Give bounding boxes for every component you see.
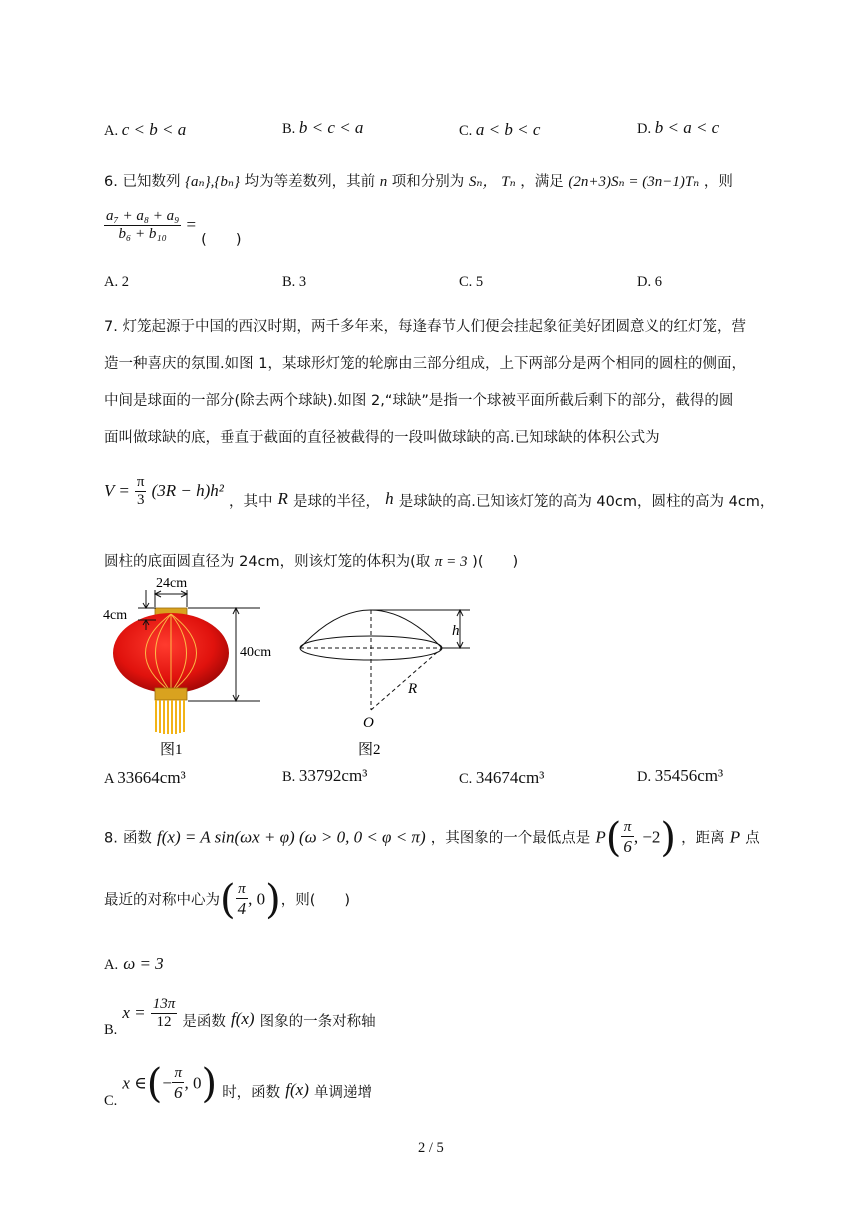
q6-fraction-denominator: b₆ + b₁₀ <box>118 226 167 242</box>
q8-text3: ，距离 <box>681 830 725 847</box>
q8-stem-line2: 最近的对称中心为( $\frac{\pi}{4}$ , 0)，则( ) <box>104 877 351 923</box>
q8-stem-line1: 8. 函数 f(x) = A sin(ωx + φ) (ω > 0, 0 < φ < π) ，其图象的一个最低点是 P( $\frac{\pi}{6}$ , −2) ，距离 P 点 <box>104 815 760 861</box>
q8-P-fraction-num: π <box>621 819 634 837</box>
q6-text2: 均为等差数列，其前 <box>244 174 376 190</box>
q7-option-c-value: 34674cm³ <box>475 768 545 787</box>
q8-text6: ，则( ) <box>280 892 351 909</box>
figure2-caption: 图2 <box>358 742 381 758</box>
lantern-cylinder-height-label: 4cm <box>103 608 128 623</box>
lantern-bottom-cap <box>155 688 187 700</box>
q8-center-fraction <box>236 881 249 919</box>
q7-formula-fraction <box>135 474 147 509</box>
q6-option-b: B. 3 <box>282 274 307 290</box>
lantern-tassel <box>156 700 184 734</box>
q8-center-fraction-den: 4 <box>237 899 247 918</box>
q7-option-b <box>282 766 367 786</box>
q7-text6b: )( ) <box>472 554 519 570</box>
q6-option-d: D. 6 <box>637 274 662 290</box>
cap-h-label: h <box>452 623 460 639</box>
q7-option-a <box>104 768 186 788</box>
q8-option-c-text1: 时，函数 <box>222 1084 281 1101</box>
q8-option-c-text2: 单调递增 <box>313 1084 372 1101</box>
lantern-height-label: 40cm <box>240 645 272 660</box>
q8-center-rest: , 0 <box>248 889 266 909</box>
q6-text1: 已知数列 <box>122 174 181 190</box>
q8-option-c-x: x ∈ <box>122 1073 147 1093</box>
cap-dome <box>300 610 442 648</box>
q5-option-a-label: A. <box>104 123 119 139</box>
q8-text1: 函数 <box>122 830 152 847</box>
q8-option-c-fx: f(x) <box>285 1079 309 1099</box>
q8-text5: 最近的对称中心为 <box>104 892 220 909</box>
q5-option-d <box>637 118 719 138</box>
q8-option-b-den: 12 <box>156 1014 172 1030</box>
q8-option-b-text1: 是函数 <box>182 1014 226 1030</box>
q6-n: n <box>379 174 388 190</box>
q8-number: 8. <box>104 830 118 847</box>
q6-fraction <box>104 208 181 243</box>
q6-text4: ，满足 <box>520 174 564 190</box>
q7-text6a: 圆柱的底面圆直径为 24cm，则该灯笼的体积为(取 <box>104 554 431 570</box>
q8-function: f(x) = A sin(ωx + φ) (ω > 0, 0 < φ < π) <box>157 827 426 847</box>
q5-option-d-expr: b < a < c <box>654 118 720 137</box>
q6-fraction-numerator: a₇ + a₈ + a₉ <box>106 208 180 224</box>
page-number: 2 / 5 <box>418 1140 444 1156</box>
cap-O-label: O <box>363 715 374 731</box>
q7-R: R <box>277 489 288 508</box>
q7-line4: 面叫做球缺的底，垂直于截面的直径被截得的一段叫做球缺的高.已知球缺的体积公式为 <box>104 430 660 446</box>
q7-line6 <box>104 550 518 571</box>
q7-formula-lhs: V = <box>104 481 130 500</box>
q6-text5: ，则 <box>703 174 733 190</box>
q6-equals: = <box>186 215 197 234</box>
q8-P-rest: , −2 <box>633 827 661 847</box>
q6-option-c: C. 5 <box>459 274 484 290</box>
q7-formula-denominator: 3 <box>136 492 145 508</box>
q8-option-b-text2: 图象的一条对称轴 <box>259 1014 376 1030</box>
q7-formula-numerator: π <box>136 474 145 490</box>
q8-option-c-num: π <box>172 1065 185 1083</box>
q7-formula-line <box>104 474 774 509</box>
q8-option-b-fx: f(x) <box>230 1009 255 1028</box>
q5-option-b-expr: b < c < a <box>298 118 364 137</box>
q6-stem-line1 <box>104 170 733 191</box>
q7-figure1-lantern <box>100 570 290 770</box>
q8-option-b-num: 13π <box>152 996 176 1012</box>
q8-option-c: C. x ∈(− $\frac{\pi}{6}$ , 0) 时，函数 f(x) 单调递增 <box>104 1061 372 1109</box>
q8-point-P: P <box>595 827 606 847</box>
q7-option-b-value: 33792cm³ <box>298 766 368 785</box>
lantern-width-label: 24cm <box>156 576 188 591</box>
q7-option-c-label: C. <box>459 771 473 787</box>
q5-option-d-label: D. <box>637 121 652 137</box>
q8-text4: 点 <box>745 830 760 847</box>
q7-option-b-label: B. <box>282 769 296 785</box>
q7-text5b: 是球的半径， <box>293 494 381 510</box>
q8-P-fraction <box>621 819 634 857</box>
q5-option-b-label: B. <box>282 121 296 137</box>
q7-figure2-spherical-cap <box>290 590 480 770</box>
q8-option-c-den: 6 <box>173 1083 183 1102</box>
q7-option-a-value: 33664cm³ <box>117 768 186 787</box>
q5-option-b <box>282 118 363 138</box>
q5-option-c-label: C. <box>459 123 473 139</box>
q6-sequences: {aₙ},{bₙ} <box>185 174 240 190</box>
q8-option-c-label: C. <box>104 1092 118 1109</box>
q8-option-a-expr: ω = 3 <box>123 954 164 973</box>
q8-option-a <box>104 954 164 974</box>
q5-option-c-expr: a < b < c <box>475 120 541 139</box>
q5-option-c <box>459 120 540 140</box>
q7-h: h <box>385 489 394 508</box>
q5-option-a <box>104 120 186 140</box>
cap-R-label: R <box>408 681 418 697</box>
q7-option-d-label: D. <box>637 769 652 785</box>
q7-line1: 7. 灯笼起源于中国的西汉时期，两千多年来，每逢春节人们便会挂起象征美好团圆意义的红灯笼，营 <box>104 319 746 335</box>
q8-option-c-fraction <box>172 1065 185 1103</box>
q8-text2: ，其图象的一个最低点是 <box>430 830 591 847</box>
figure1-caption: 图1 <box>160 742 183 758</box>
q8-option-b <box>104 996 376 1038</box>
q7-formula-rest: (3R − h)h² <box>151 481 224 500</box>
q8-option-b-fraction <box>151 996 178 1031</box>
q6-condition: (2n+3)Sₙ = (3n−1)Tₙ <box>568 174 700 190</box>
q7-text5a: ，其中 <box>228 494 273 510</box>
q7-option-a-label: A <box>104 771 114 787</box>
q8-option-b-x: x = <box>122 1003 146 1022</box>
q7-line3: 中间是球面的一部分(除去两个球缺).如图 2,“球缺”是指一个球被平面所截后剩下的部分，截得的圆 <box>104 393 734 409</box>
q8-option-c-neg: − <box>162 1073 172 1093</box>
q7-option-d <box>637 766 723 786</box>
cap-radius-dashed <box>371 648 442 710</box>
q7-text5c: 是球缺的高.已知该灯笼的高为 40cm，圆柱的高为 4cm， <box>398 494 775 510</box>
q7-option-c <box>459 768 544 788</box>
q7-pi-eq: π = 3 <box>434 554 468 570</box>
q8-point-P2: P <box>729 827 741 847</box>
q6-text3: 项和分别为 <box>391 174 465 190</box>
q6-blank: ( ) <box>201 232 242 248</box>
q8-P-fraction-den: 6 <box>623 837 632 856</box>
q7-option-d-value: 35456cm³ <box>654 766 724 785</box>
q6-number: 6. <box>104 174 118 190</box>
q7-line2: 造一种喜庆的氛围.如图 1，某球形灯笼的轮廓由三部分组成，上下两部分是两个相同的圆柱的侧面， <box>104 356 746 372</box>
q8-option-a-label: A. <box>104 957 119 973</box>
q8-option-b-label: B. <box>104 1022 118 1038</box>
q8-option-c-rest: , 0 <box>184 1073 202 1093</box>
q6-option-a: A. 2 <box>104 274 129 290</box>
q8-center-fraction-num: π <box>236 881 249 899</box>
q6-fraction-line <box>104 208 242 248</box>
q6-sums: Sₙ， Tₙ <box>468 174 516 190</box>
q5-option-a-expr: c < b < a <box>121 120 187 139</box>
